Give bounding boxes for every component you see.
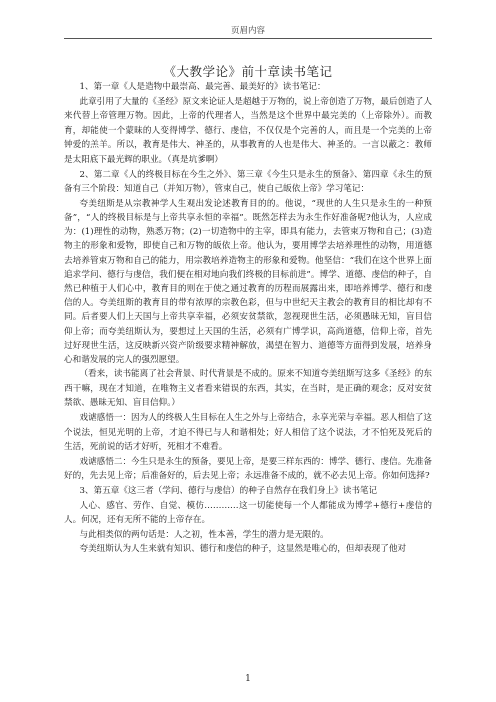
paragraph: 夸美纽斯是从宗教神学人生观出发论述教育目的的。他说，“现世的人生只是永生的一种预备”，“人的终极目标是与上帝共享永恒的幸福”。既然怎样去为永生作好准备呢?他认为，人应成为：(1)理性的动物，熟悉万物；(2)一切造物中的主宰，即具有能力，去管束万物和自己；(3)造物主的形象和爱物，即使自己和万物的皈依上帝。他认为，要用博学去培养理性的动物，用道德去培养管束万物和自己的能力，用宗教培养造物主的形象和爱物。他坚信：“我们在这个世界上面追求学问、德行与虔信，我们便在相对地向我们终极的目标前进”。博学、道德、虔信的种子，自然已种植于人们心中，教育目的则在于使之通过教育的历程而展露出来，即培养博学、德行和虔信的人。夸美纽斯的教育目的带有浓厚的宗教色彩，但与中世纪天主教会的教育目的相比却有不同。后者要人们上天国与上帝共享幸福，必须安贫禁欲，忽视现世生活，必须愚昧无知，盲目信仰上帝；而夸美纽斯认为，要想过上天国的生活，必须有广博学识，高尚道德，信仰上帝，首先过好现世生活，这反映新兴资产阶级要求精神解放，渴望在智力、道德等方面得到发展，培养身心和谐发展的完人的强烈愿望。 (64, 198, 432, 365)
paragraph: 此章引用了大量的《圣经》原文来论证人是超越于万物的，说上帝创造了万物，最后创造了人来代替上帝管理万物。因此，上帝的代理者人，当然是这个世界中最完美的（上帝除外）。而教育，却能使一个蒙昧的人变得博学、德行、虔信，不仅仅是个完善的人，而且是一个完美的上帝钟爱的羔羊。所以，教育是伟大、神圣的，从事教育的人也是伟大、神圣的。一言以蔽之：教师是太阳底下最光辉的职业。（真是坑爹啊） (64, 96, 432, 165)
page-header: 页眉内容 (230, 26, 265, 36)
document-body (64, 80, 432, 557)
paragraph: 戏谑感悟二：今生只是永生的预备，要见上帝，是要三样东西的：博学、德行、虔信。先准备好的，先去见上帝；后准备好的，后去见上帝；永远准备不成的，就不必去见上帝。你如何选择? (64, 456, 432, 482)
paragraph: 夸美纽斯认为人生来就有知识、德行和虔信的种子，这显然是唯心的，但却表现了他对 (79, 544, 407, 555)
page-number: 1 (245, 674, 251, 684)
document-title: 《大教学论》前十章读书笔记 (163, 64, 333, 79)
paragraph: 戏谑感悟一：因为人的终极人生目标在人生之外与上帝结合，永享光荣与幸福。恶人相信了这个说法，恒见光明的上帝，才迫不得已与人和谐相处；好人相信了这个说法，才不怕死及死后的生活，死前说的话才好听，死相才不难看。 (64, 412, 432, 453)
header-divider (64, 38, 432, 39)
paragraph: 人心、感官、劳作、自觉、模仿…………这一切能使每一个人都能成为博学+德行+虔信的人。何况，还有无所不能的上帝存在。 (64, 500, 432, 526)
paragraph: 1、第一章《人是造物中最崇高、最完善、最美好的》读书笔记： (79, 82, 326, 92)
paragraph: 3、第五章《这三者（学问、德行与虔信）的种子自然存在我们身上》读书笔记 (79, 485, 378, 496)
paragraph: （看来，读书能离了社会背景、时代背景是不成的。原来不知道夸美纽斯写这多《圣经》的东西干嘛，现在才知道，在唯物主义者看来错误的东西，其实，在当时，是正确的观念；反对安贫禁欲、愚昧无知、盲目信仰。） (64, 369, 432, 409)
paragraph: 2、第二章《人的终极目标在今生之外》、第三章《今生只是永生的预备》、第四章《永生的预备有三个阶段：知道自己（并知万物），管束自己，使自己皈依上帝》学习笔记： (64, 169, 432, 195)
paragraph: 与此相类似的两句话是：人之初，性本善，学生的潜力是无限的。 (79, 529, 329, 540)
